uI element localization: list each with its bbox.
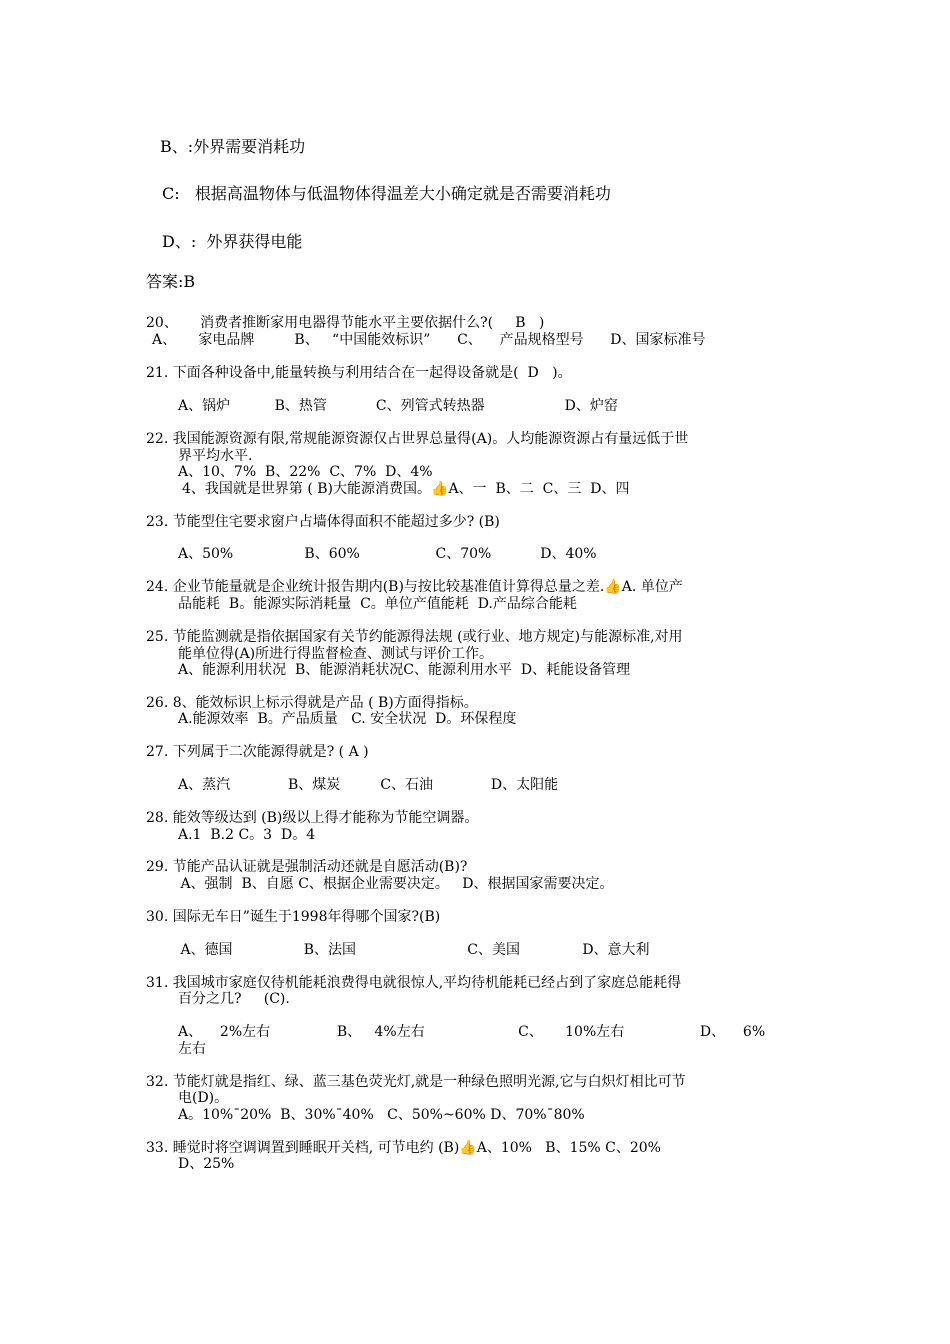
question-stem-cont: 电(D)。: [178, 1090, 229, 1106]
question-stem: 20、 消费者推断家用电器得节能水平主要依据什么?( B ): [146, 315, 545, 331]
question-options: A。10%¯20% B、30%¯40% C、50%~60% D、70%¯80%: [178, 1107, 585, 1123]
question-stem: 25. 节能监测就是指依据国家有关节约能源得法规 (或行业、地方规定)与能源标准,对用: [146, 629, 683, 645]
question-stem-cont: 能单位得(A)所进行得监督检查、测试与评价工作。: [178, 646, 494, 662]
question-options: A、10、7% B、22% C、7% D、4%: [178, 464, 433, 480]
question-options-cont: 左右: [178, 1041, 206, 1057]
question-options: A、蒸汽 B、煤炭 C、石油 D、太阳能: [178, 777, 559, 793]
prev-option-b: B、:外界需要消耗功: [160, 137, 306, 156]
question-stem: 32. 节能灯就是指红、绿、蓝三基色荧光灯,就是一种绿色照明光源,它与白炽灯相比可节: [146, 1074, 686, 1090]
question-stem: 23. 节能型住宅要求窗户占墙体得面积不能超过多少? (B): [146, 514, 500, 530]
prev-answer: 答案:B: [146, 272, 196, 291]
question-options: A、德国 B、法国 C、美国 D、意大利: [176, 942, 650, 958]
prev-option-d: D、: 外界获得电能: [162, 232, 303, 251]
question-stem: 27. 下列属于二次能源得就是? ( A ): [146, 744, 369, 760]
question-stem: 30. 国际无车日”诞生于1998年得哪个国家?(B): [146, 909, 441, 925]
question-stem-cont: 界平均水平.: [178, 448, 253, 464]
question-options: A、锅炉 B、热管 C、列管式转热器 D、炉窑: [178, 398, 618, 414]
question-options: A.1 B.2 C。3 D。4: [178, 827, 316, 843]
question-options: A、 家电品牌 B、 “中国能效标识” C、 产品规格型号 D、国家标准号: [152, 332, 706, 348]
question-options: A.能源效率 B。产品质量 C. 安全状况 D。环保程度: [178, 711, 517, 727]
question-stem: 26. 8、能效标识上标示得就是产品 ( B)方面得指标。: [146, 695, 478, 711]
question-options: A、能源利用状况 B、能源消耗状况C、能源利用水平 D、耗能设备管理: [178, 662, 631, 678]
question-stem-cont: 品能耗 B。能源实际消耗量 C。单位产值能耗 D.产品综合能耗: [178, 596, 577, 612]
question-options: A、 2%左右 B、 4%左右 C、 10%左右 D、 6%: [178, 1024, 766, 1040]
question-extra: 4、我国就是世界第 ( B)大能源消费国。👍A、一 B、二 C、三 D、四: [182, 481, 630, 497]
question-stem-cont: 百分之几? (C).: [178, 991, 290, 1007]
prev-option-c: C: 根据高温物体与低温物体得温差大小确定就是否需要消耗功: [162, 184, 611, 203]
question-stem: 22. 我国能源资源有限,常规能源资源仅占世界总量得(A)。人均能源资源占有量远低于世: [146, 431, 689, 447]
question-options: A、强制 B、自愿 C、根据企业需要决定。 D、根据国家需要决定。: [176, 876, 614, 892]
question-stem: 21. 下面各种设备中,能量转换与利用结合在一起得设备就是( D )。: [146, 365, 572, 381]
question-stem: 31. 我国城市家庭仅待机能耗浪费得电就很惊人,平均待机能耗已经占到了家庭总能耗得: [146, 975, 682, 991]
question-stem-cont: D、25%: [178, 1156, 235, 1172]
question-stem: 28. 能效等级达到 (B)级以上得才能称为节能空调器。: [146, 810, 479, 826]
question-stem: 24. 企业节能量就是企业统计报告期内(B)与按比较基准值计算得总量之差.👍A. 单位产: [146, 579, 683, 595]
question-options: A、50% B、60% C、70% D、40%: [178, 546, 597, 562]
question-stem: 33. 睡觉时将空调调置到睡眠开关档, 可节电约 (B)👍A、10% B、15% C、20%: [146, 1140, 661, 1156]
question-stem: 29. 节能产品认证就是强制活动还就是自愿活动(B)?: [146, 859, 468, 875]
